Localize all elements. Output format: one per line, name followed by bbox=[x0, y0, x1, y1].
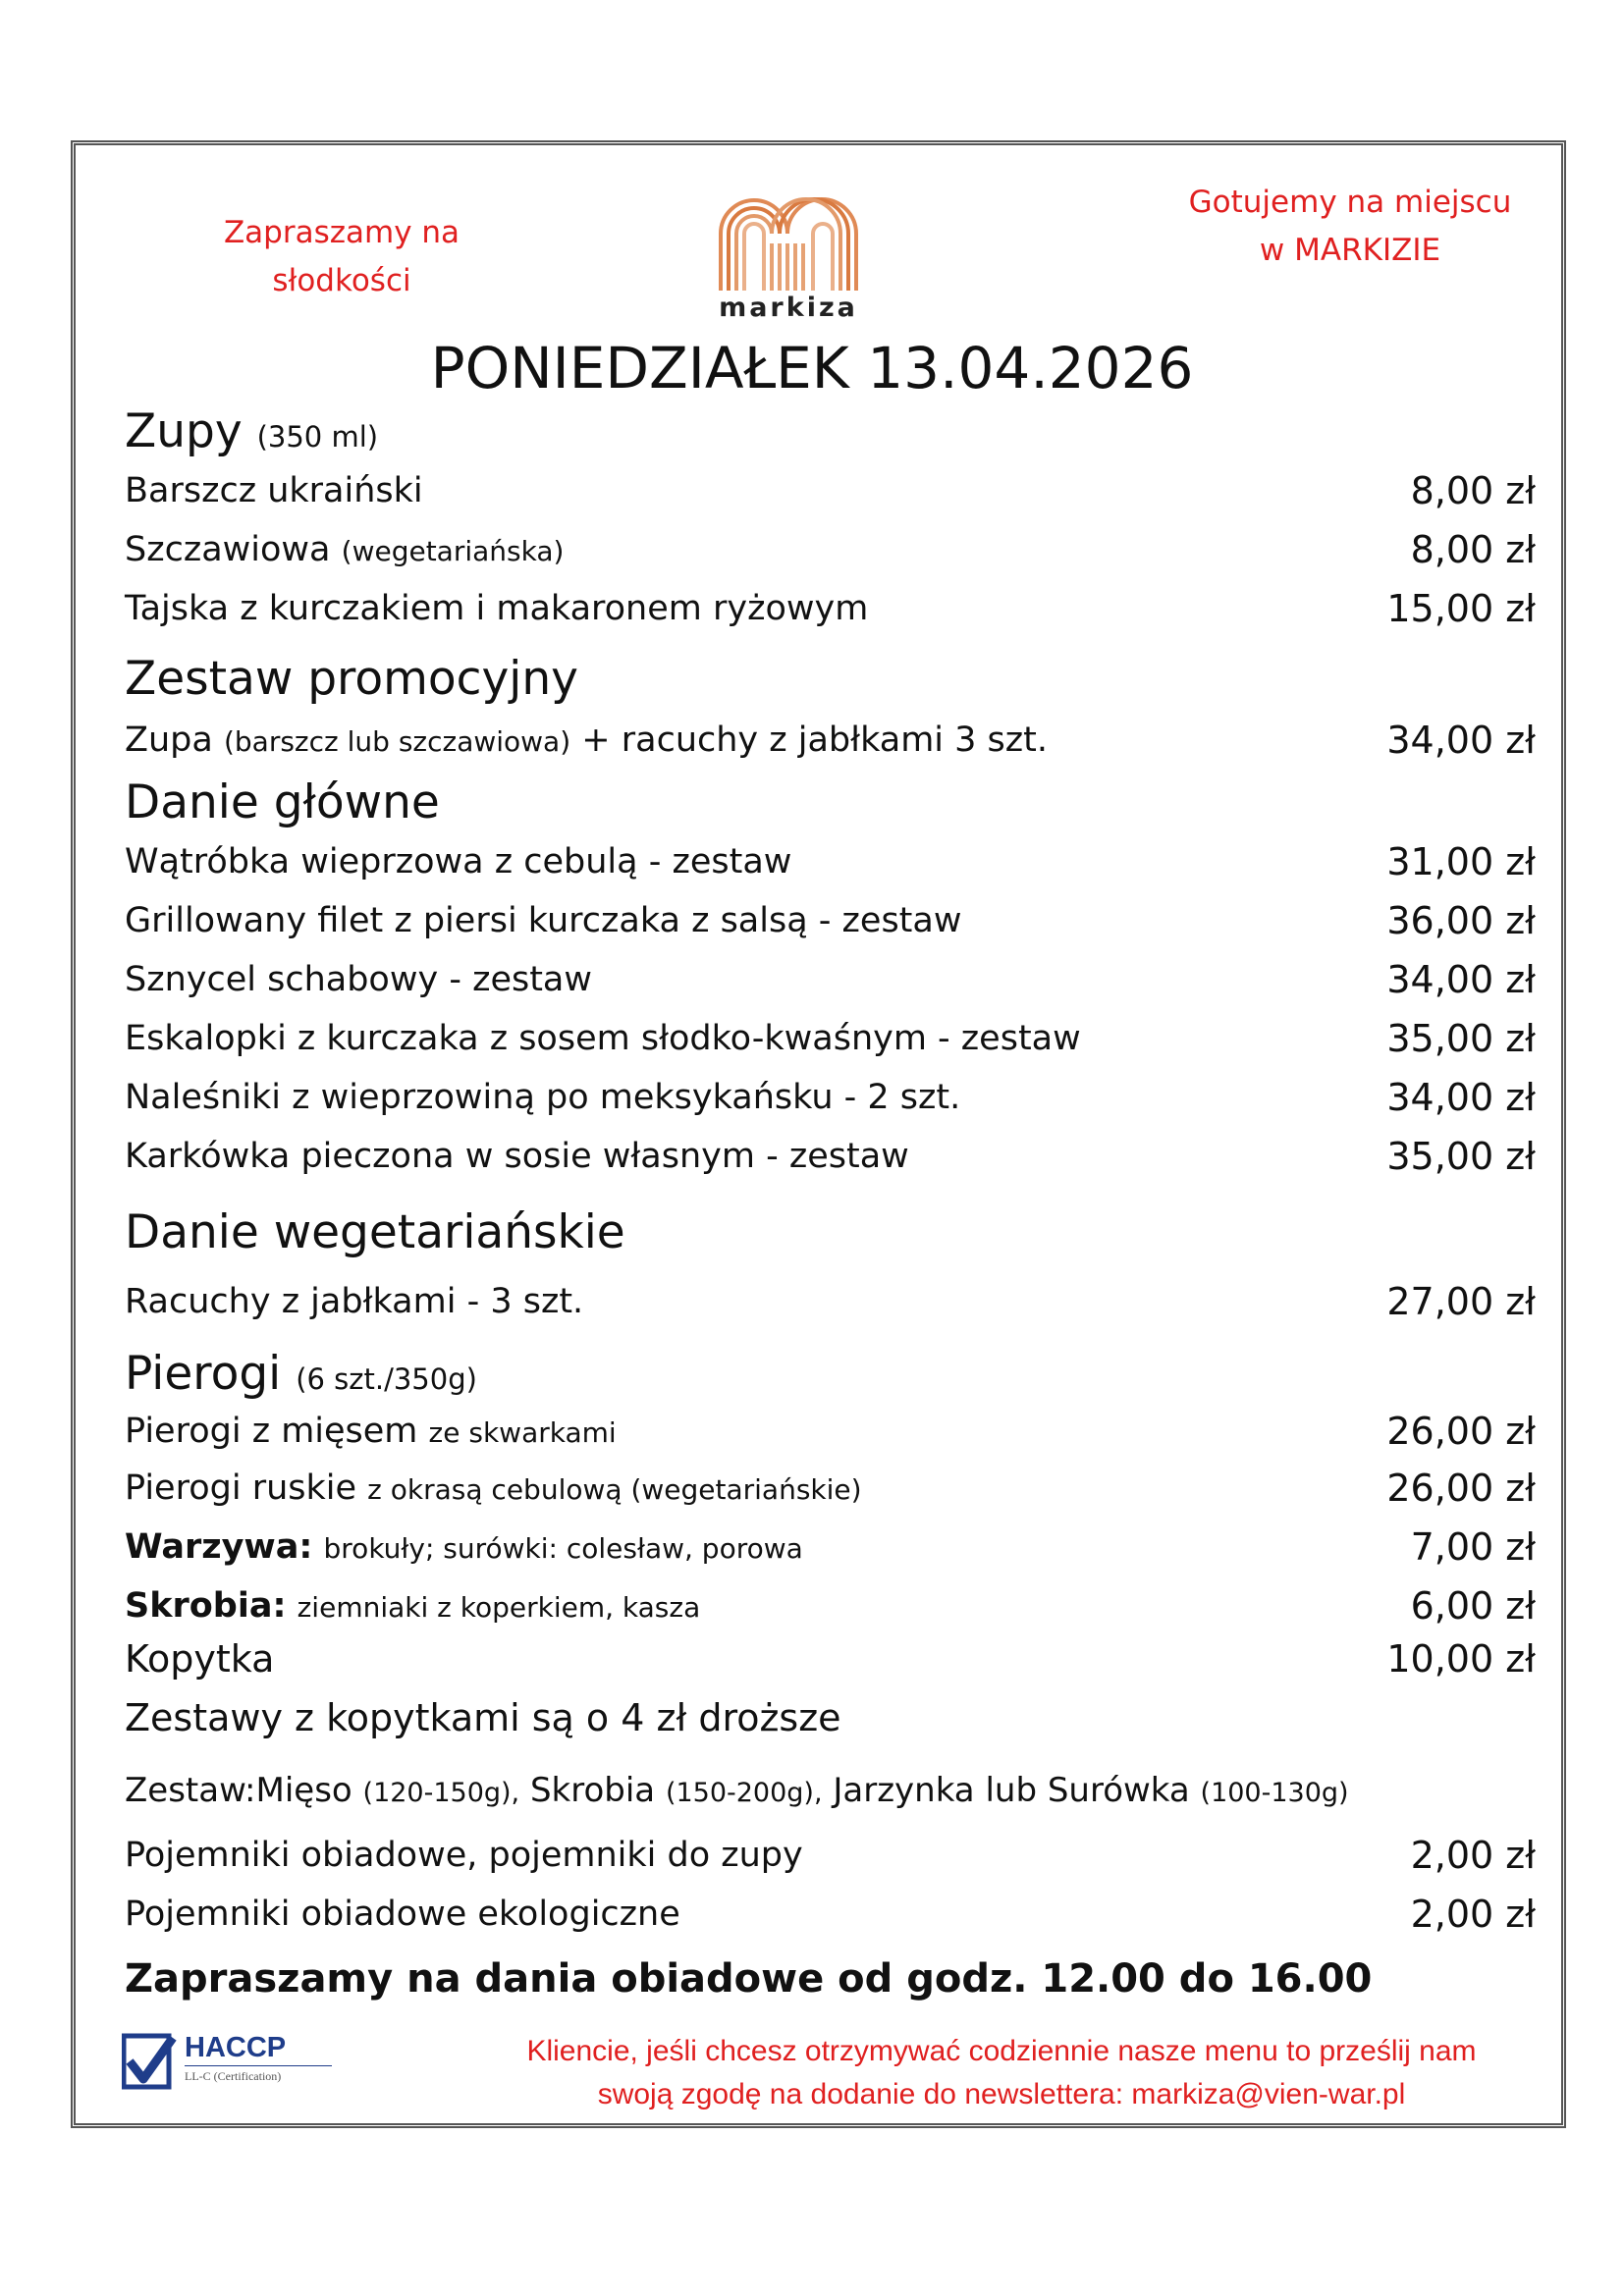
item-name: Barszcz ukraiński bbox=[125, 471, 423, 510]
menu-item bbox=[125, 1406, 1536, 1457]
item-name: Tajska z kurczakiem i makaronem ryżowym bbox=[125, 589, 869, 628]
day-title: PONIEDZIAŁEK 13.04.2026 bbox=[430, 335, 1194, 401]
zestaw-weight: (150-200g), bbox=[665, 1778, 823, 1808]
menu-item bbox=[125, 715, 1536, 766]
menu-item bbox=[125, 836, 1536, 887]
menu-item bbox=[125, 1013, 1536, 1064]
opening-hours: Zapraszamy na dania obiadowe od godz. 12.00 do 16.00 bbox=[125, 1956, 1373, 2002]
zestaw-weight: (120-150g), bbox=[362, 1778, 520, 1808]
menu-item bbox=[125, 465, 1536, 516]
item-price: 8,00 zł bbox=[1410, 469, 1536, 512]
menu-item bbox=[125, 1830, 1536, 1881]
menu-item bbox=[125, 1580, 1536, 1631]
haccp-label: HACCP bbox=[185, 2032, 287, 2063]
item-name-rest: + racuchy z jabłkami 3 szt. bbox=[581, 721, 1048, 760]
item-extra: brokuły; surówki: colesław, porowa bbox=[323, 1532, 803, 1565]
cooking-note-line1: Gotujemy na miejscu bbox=[1188, 185, 1512, 220]
item-name: Zupa bbox=[125, 721, 213, 760]
item-extra: ziemniaki z koperkiem, kasza bbox=[297, 1591, 701, 1624]
item-price: 26,00 zł bbox=[1386, 1467, 1536, 1510]
zestaw-weight: (100-130g) bbox=[1200, 1778, 1349, 1808]
section-title-zupy bbox=[125, 404, 378, 464]
sweets-invite-line1: Zapraszamy na bbox=[223, 215, 460, 250]
brand-name: markiza bbox=[719, 293, 858, 323]
section-title-text: Zupy bbox=[125, 404, 243, 458]
menu-item bbox=[125, 524, 1536, 575]
item-price: 36,00 zł bbox=[1386, 899, 1536, 942]
item-extra: (wegetariańska) bbox=[341, 535, 565, 567]
menu-item bbox=[125, 1276, 1536, 1327]
item-price: 34,00 zł bbox=[1386, 958, 1536, 1001]
menu-item bbox=[125, 1522, 1536, 1573]
newsletter-note bbox=[412, 2030, 1591, 2116]
item-name: Wątróbka wieprzowa z cebulą - zestaw bbox=[125, 842, 792, 881]
kopytka-note: Zestawy z kopytkami są o 4 zł droższe bbox=[125, 1696, 841, 1739]
menu-item bbox=[125, 1072, 1536, 1123]
section-title-glowne: Danie główne bbox=[125, 775, 440, 829]
zestaw-definition bbox=[125, 1763, 1349, 1821]
item-name: Szczawiowa bbox=[125, 530, 331, 569]
zestaw-part: Jarzynka lub Surówka bbox=[833, 1771, 1190, 1810]
sweets-invite bbox=[175, 209, 509, 305]
section-title-text: Pierogi bbox=[125, 1347, 282, 1401]
item-extra: (barszcz lub szczawiowa) bbox=[223, 725, 571, 758]
item-price: 8,00 zł bbox=[1410, 528, 1536, 571]
item-price: 2,00 zł bbox=[1410, 1893, 1536, 1936]
item-price: 31,00 zł bbox=[1386, 840, 1536, 883]
section-note: (350 ml) bbox=[256, 420, 379, 454]
item-price: 26,00 zł bbox=[1386, 1410, 1536, 1453]
item-price: 2,00 zł bbox=[1410, 1834, 1536, 1877]
item-price: 35,00 zł bbox=[1386, 1135, 1536, 1178]
item-price: 7,00 zł bbox=[1410, 1525, 1536, 1569]
menu-item bbox=[125, 1889, 1536, 1940]
menu-item bbox=[125, 895, 1536, 946]
menu-item bbox=[125, 1633, 1536, 1684]
item-name: Racuchy z jabłkami - 3 szt. bbox=[125, 1282, 584, 1321]
item-name: Sznycel schabowy - zestaw bbox=[125, 960, 593, 999]
item-name: Naleśniki z wieprzowiną po meksykańsku - 2 szt. bbox=[125, 1078, 961, 1117]
item-price: 15,00 zł bbox=[1386, 587, 1536, 630]
item-extra: z okrasą cebulową (wegetariańskie) bbox=[367, 1473, 862, 1506]
item-name: Grillowany filet z piersi kurczaka z salsą - zestaw bbox=[125, 901, 962, 940]
markiza-logo-icon bbox=[715, 185, 862, 293]
section-note: (6 szt./350g) bbox=[296, 1362, 477, 1396]
menu-item bbox=[125, 1131, 1536, 1182]
item-price: 34,00 zł bbox=[1386, 719, 1536, 762]
item-name: Eskalopki z kurczaka z sosem słodko-kwaśnym - zestaw bbox=[125, 1019, 1081, 1058]
section-title-zestaw: Zestaw promocyjny bbox=[125, 652, 578, 706]
haccp-badge bbox=[122, 2030, 338, 2095]
menu-item bbox=[125, 954, 1536, 1005]
item-price: 35,00 zł bbox=[1386, 1017, 1536, 1060]
sweets-invite-line2: słodkości bbox=[272, 263, 411, 298]
checkmark-icon bbox=[122, 2032, 177, 2091]
item-name: Pierogi z mięsem bbox=[125, 1412, 418, 1451]
item-price: 34,00 zł bbox=[1386, 1076, 1536, 1119]
item-name: Karkówka pieczona w sosie własnym - zestaw bbox=[125, 1137, 909, 1176]
section-title-wege: Danie wegetariańskie bbox=[125, 1205, 625, 1259]
zestaw-part: Zestaw:Mięso bbox=[125, 1771, 352, 1810]
item-name: Kopytka bbox=[125, 1637, 275, 1681]
menu-item bbox=[125, 583, 1536, 634]
item-name: Pojemniki obiadowe ekologiczne bbox=[125, 1895, 680, 1934]
item-name: Pierogi ruskie bbox=[125, 1468, 357, 1508]
item-price: 27,00 zł bbox=[1386, 1280, 1536, 1323]
zestaw-part: Skrobia bbox=[529, 1771, 656, 1810]
menu-item bbox=[125, 1463, 1536, 1514]
cooking-note-line2: w MARKIZIE bbox=[1259, 233, 1441, 268]
item-price: 10,00 zł bbox=[1386, 1637, 1536, 1681]
item-name: Pojemniki obiadowe, pojemniki do zupy bbox=[125, 1836, 803, 1875]
item-price: 6,00 zł bbox=[1410, 1584, 1536, 1628]
haccp-sublabel: LL-C (Certification) bbox=[185, 2069, 282, 2083]
newsletter-line1: Kliencie, jeśli chcesz otrzymywać codziennie nasze menu to prześlij nam bbox=[526, 2035, 1477, 2067]
item-name: Skrobia: bbox=[125, 1586, 287, 1626]
newsletter-line2: swoją zgodę na dodanie do newslettera: markiza@vien-war.pl bbox=[597, 2078, 1406, 2110]
cooking-note bbox=[1164, 179, 1537, 275]
item-extra: ze skwarkami bbox=[428, 1416, 617, 1449]
item-name: Warzywa: bbox=[125, 1527, 313, 1567]
section-title-pierogi bbox=[125, 1347, 477, 1407]
